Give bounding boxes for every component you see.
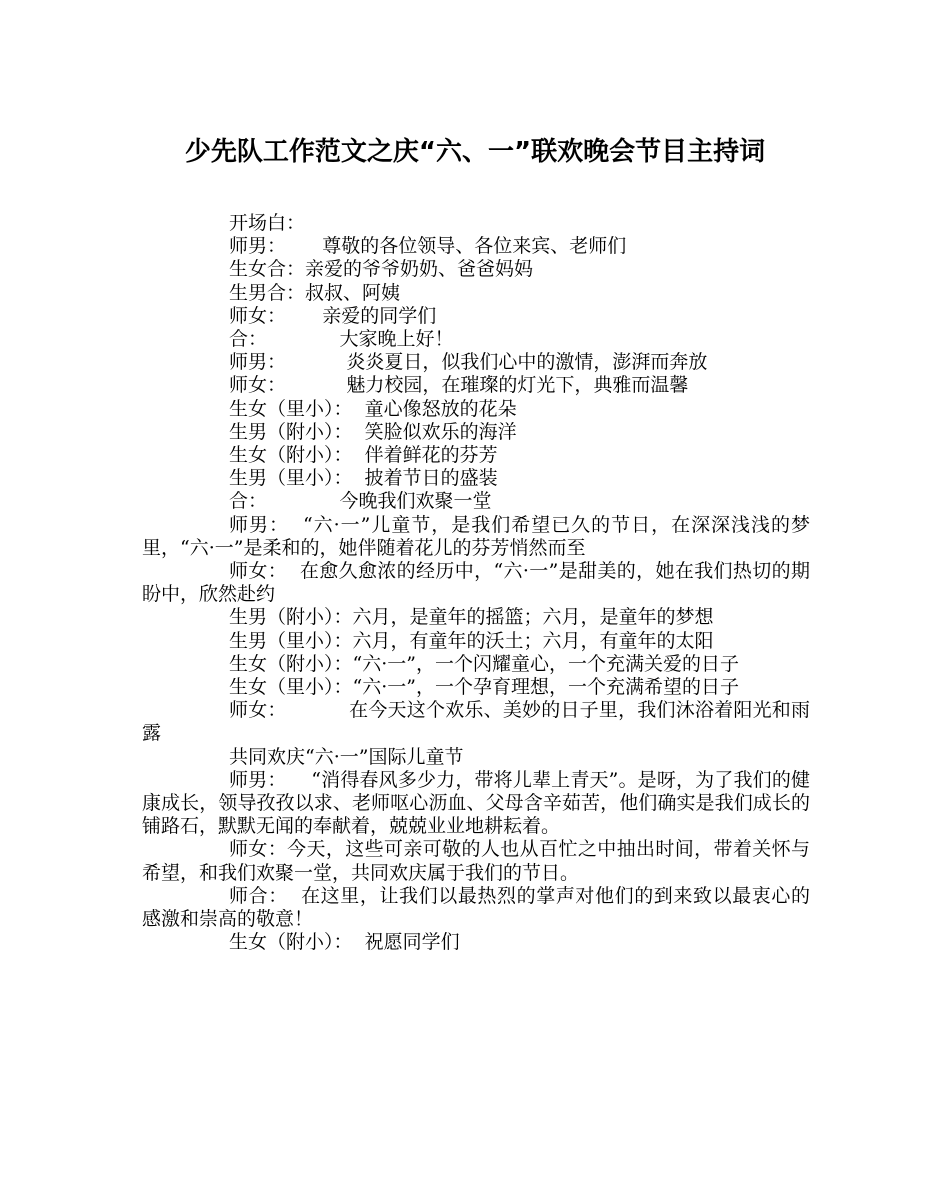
paragraph: 师女： 在今天这个欢乐、美妙的日子里，我们沐浴着阳光和雨露	[142, 699, 810, 745]
paragraph: 生男（里小）：六月，有童年的沃土；六月，有童年的太阳	[229, 629, 714, 652]
paragraph: 开场白：	[229, 212, 306, 234]
paragraph: 师女： 亲爱的同学们	[229, 304, 437, 327]
document-title: 少先队工作范文之庆“六、一”联欢晚会节目主持词	[184, 137, 766, 167]
paragraph: 师男： 尊敬的各位领导、各位来宾、老师们	[229, 235, 627, 258]
paragraph: 合： 大家晚上好！	[229, 328, 454, 351]
paragraph: 师男： 炎炎夏日，似我们心中的激情，澎湃而奔放	[229, 351, 708, 374]
paragraph: 生男（里小）： 披着节日的盛装	[229, 467, 498, 490]
paragraph: 生女（附小）： 祝愿同学们	[229, 931, 460, 954]
paragraph: 生男（附小）：六月，是童年的摇篮；六月，是童年的梦想	[229, 606, 714, 629]
paragraph: 师男： “六·一”儿童节，是我们希望已久的节日，在深深浅浅的梦里，“六·一”是柔和的，她伴随着花儿的芬芳悄然而至	[142, 513, 810, 559]
paragraph: 生女（里小）： 童心像怒放的花朵	[229, 397, 517, 420]
paragraph: 师女：今天，这些可亲可敬的人也从百忙之中抽出时间，带着关怀与希望，和我们欢聚一堂，共同欢庆属于我们的节日。	[142, 838, 810, 884]
paragraph: 师女： 魅力校园，在璀璨的灯光下，典雅而温馨	[229, 374, 689, 397]
paragraph: 生女（附小）： 伴着鲜花的芬芳	[229, 444, 498, 467]
paragraph: 生女（里小）：“六·一”，一个孕育理想，一个充满希望的日子	[229, 676, 739, 699]
paragraph: 生女（附小）：“六·一”，一个闪耀童心，一个充满关爱的日子	[229, 652, 739, 675]
paragraph: 师女： 在愈久愈浓的经历中，“六·一”是甜美的，她在我们热切的期盼中，欣然赴约	[142, 560, 810, 606]
document-body	[142, 212, 810, 955]
paragraph: 合： 今晚我们欢聚一堂	[229, 490, 492, 513]
paragraph: 生男合：叔叔、阿姨	[229, 281, 401, 304]
paragraph: 师男： “消得春风多少力，带将儿辈上青天”。是呀，为了我们的健康成长，领导孜孜以求、老师呕心沥血、父母含辛茹苦，他们确实是我们成长的铺路石，默默无闻的奉献着，兢兢业业地耕耘着。	[142, 768, 810, 838]
paragraph: 生男（附小）： 笑脸似欢乐的海洋	[229, 420, 517, 443]
paragraph: 生女合：亲爱的爷爷奶奶、爸爸妈妈	[229, 258, 534, 281]
paragraph: 师合： 在这里，让我们以最热烈的掌声对他们的到来致以最衷心的感激和崇高的敬意！	[142, 884, 810, 931]
paragraph: 共同欢庆“六·一”国际儿童节	[229, 745, 464, 768]
